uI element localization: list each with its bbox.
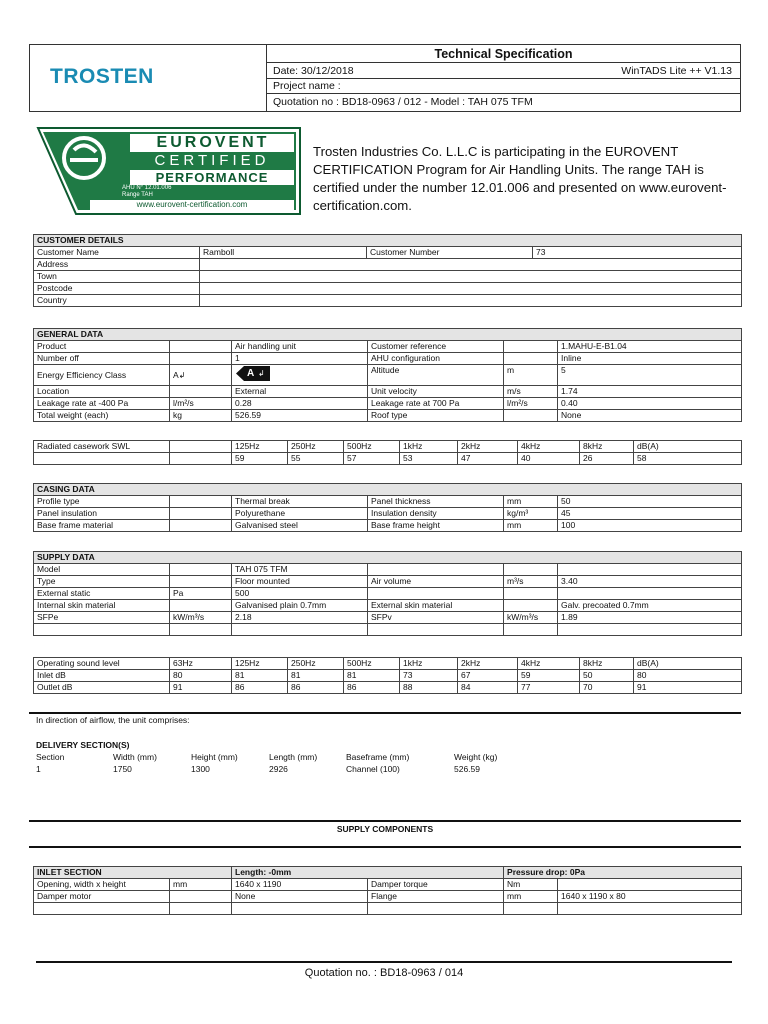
delivery-col-height: Height (mm) [191,752,238,762]
cell [170,496,232,508]
cell: 50 [580,670,634,682]
delivery-section-no: 1 [36,764,41,774]
cell: 1640 x 1190 x 80 [558,891,742,903]
energy-class-cell [170,365,232,386]
cell [200,271,742,283]
cell [558,588,742,600]
cell: 59 [518,670,580,682]
cell: 1 [232,353,368,365]
cell: m/s [504,386,558,398]
cell: 55 [288,453,344,465]
supply-components-heading: SUPPLY COMPONENTS [336,824,434,834]
cell: Air volume [368,576,504,588]
cell [170,441,232,453]
cell: Damper torque [368,879,504,891]
delivery-baseframe: Channel (100) [346,764,400,774]
cell [34,624,170,636]
cell: 500Hz [344,441,400,453]
cell: 0.28 [232,398,368,410]
brand-name: TROSTEN [50,65,154,88]
cell: 50 [558,496,742,508]
cell: Profile type [34,496,170,508]
inlet-length: Length: -0mm [232,867,504,879]
cell: None [558,410,742,422]
cell: 5 [558,365,742,386]
cell [170,624,232,636]
cell: Air handling unit [232,341,368,353]
certification-statement: Trosten Industries Co. L.L.C is participating in the EUROVENT CERTIFICATION Program for Air Handling Units. The range TAH is certified under the number 12.01.006 and presented on www.eurovent-certification.com. [313,144,727,213]
cell: Town [34,271,200,283]
cell: 86 [288,682,344,694]
cell: Opening, width x height [34,879,170,891]
divider [29,820,741,822]
delivery-col-weight: Weight (kg) [454,752,498,762]
software-version: WinTADS Lite ++ V1.13 [621,65,732,77]
delivery-col-baseframe: Baseframe (mm) [346,752,410,762]
cell: 2kHz [458,441,518,453]
cell: mm [504,496,558,508]
cell: Number off [34,353,170,365]
cell: TAH 075 TFM [232,564,368,576]
cell: Nm [504,879,558,891]
cell: 81 [232,670,288,682]
cell: Type [34,576,170,588]
eurovent-certified-logo [36,126,302,216]
cell: 500 [232,588,368,600]
cell: Radiated casework SWL [34,441,170,453]
cell: 4kHz [518,441,580,453]
cell: 500Hz [344,658,400,670]
cell: 3.40 [558,576,742,588]
cell: 0.40 [558,398,742,410]
energy-arrow-icon: ↲ [178,370,186,380]
supply-data-table [33,551,742,636]
cell [504,410,558,422]
cell: 81 [288,670,344,682]
cell: Galv. precoated 0.7mm [558,600,742,612]
cell: mm [170,879,232,891]
cell: 91 [634,682,742,694]
cell: 250Hz [288,658,344,670]
cell: 80 [170,670,232,682]
cell [170,564,232,576]
cell: kg/m³ [504,508,558,520]
cell: l/m²/s [170,398,232,410]
cell: Insulation density [368,508,504,520]
cell: 58 [634,453,742,465]
customer-name: Ramboll [200,247,367,259]
cell [504,903,558,915]
section-heading: GENERAL DATA [34,329,742,341]
delivery-col-section: Section [36,752,65,762]
cell: 125Hz [232,441,288,453]
cell: Model [34,564,170,576]
cell: Customer Name [34,247,200,259]
cell [170,353,232,365]
cell: External static [34,588,170,600]
radiated-swl-table [33,440,742,465]
cell: 8kHz [580,658,634,670]
cell [504,341,558,353]
energy-badge-cell [232,365,368,386]
cell: Panel insulation [34,508,170,520]
cell: 1.MAHU-E-B1.04 [558,341,742,353]
customer-details-table [33,234,742,307]
cell: Unit velocity [368,386,504,398]
cell [170,520,232,532]
cell: 1.89 [558,612,742,624]
cell [170,891,232,903]
cell: Internal skin material [34,600,170,612]
eurovent-word: EUROVENT [156,134,270,151]
cell [504,624,558,636]
cell: 1kHz [400,658,458,670]
cell [504,588,558,600]
cell: 67 [458,670,518,682]
header-info [267,45,740,111]
general-data-table [33,328,742,422]
cell [558,879,742,891]
cell: 250Hz [288,441,344,453]
cell: Customer reference [368,341,504,353]
inlet-pressure-drop: Pressure drop: 0Pa [504,867,742,879]
casing-data-table [33,483,742,532]
delivery-col-width: Width (mm) [113,752,157,762]
cell [170,903,232,915]
cell [170,341,232,353]
cell: Pa [170,588,232,600]
cell: 1.74 [558,386,742,398]
inlet-section-table [33,866,742,915]
range-label: Range TAH [122,192,153,198]
operating-sound-table [33,657,742,694]
cell: Country [34,295,200,307]
cell [368,564,504,576]
cell: SFPe [34,612,170,624]
cell: Operating sound level [34,658,170,670]
date-row [267,63,740,79]
cell: Base frame height [368,520,504,532]
performance-word: PERFORMANCE [155,170,269,185]
cell: Thermal break [232,496,368,508]
cell: 73 [400,670,458,682]
footer-quotation: Quotation no. : BD18-0963 / 014 [304,967,464,979]
cell: 59 [232,453,288,465]
cell: 4kHz [518,658,580,670]
cell: Product [34,341,170,353]
cell: 70 [580,682,634,694]
cell: l/m²/s [504,398,558,410]
section-heading: CUSTOMER DETAILS [34,235,742,247]
cell: 81 [344,670,400,682]
cell: Total weight (each) [34,410,170,422]
date-text: Date: 30/12/2018 [273,65,354,77]
cell [170,576,232,588]
cell [504,353,558,365]
cell: 1kHz [400,441,458,453]
cell [558,903,742,915]
cell: Floor mounted [232,576,368,588]
cell [368,624,504,636]
cell: dB(A) [634,441,742,453]
divider [29,846,741,848]
cell: 57 [344,453,400,465]
cell [200,295,742,307]
cell [170,453,232,465]
cell [558,564,742,576]
cell: dB(A) [634,658,742,670]
cell [368,588,504,600]
customer-number: 73 [533,247,742,259]
cell: Inlet dB [34,670,170,682]
delivery-heading: DELIVERY SECTION(S) [36,740,130,750]
cell [170,386,232,398]
cell: 125Hz [232,658,288,670]
cell: Postcode [34,283,200,295]
delivery-width: 1750 [113,764,132,774]
cell: External skin material [368,600,504,612]
cell [170,600,232,612]
delivery-length: 2926 [269,764,288,774]
cell: kg [170,410,232,422]
cell: Address [34,259,200,271]
cell: 40 [518,453,580,465]
cell: kW/m³/s [170,612,232,624]
delivery-height: 1300 [191,764,210,774]
energy-badge-icon [236,366,270,381]
cell: Customer Number [367,247,533,259]
cell: Damper motor [34,891,170,903]
cell: 63Hz [170,658,232,670]
section-heading: CASING DATA [34,484,742,496]
cell: 91 [170,682,232,694]
cell [200,259,742,271]
project-name: Project name : [267,79,740,94]
section-heading: INLET SECTION [34,867,232,879]
cell: mm [504,520,558,532]
cell: Outlet dB [34,682,170,694]
cell [34,453,170,465]
cell: 86 [344,682,400,694]
cell: AHU configuration [368,353,504,365]
cell: Energy Efficiency Class [34,365,170,386]
cell [232,903,368,915]
cell: 84 [458,682,518,694]
cell: 80 [634,670,742,682]
energy-badge-letter: A [247,368,255,379]
cell: kW/m³/s [504,612,558,624]
cell: 47 [458,453,518,465]
cell [232,624,368,636]
cell [558,624,742,636]
delivery-col-length: Length (mm) [269,752,318,762]
cell: Altitude [368,365,504,386]
cell: 2kHz [458,658,518,670]
cell: Inline [558,353,742,365]
cell: Flange [368,891,504,903]
cell [170,508,232,520]
cell: Panel thickness [368,496,504,508]
cell [34,903,170,915]
cell: 1640 x 1190 [232,879,368,891]
cell [368,903,504,915]
cell: Polyurethane [232,508,368,520]
cell [504,600,558,612]
cell: 100 [558,520,742,532]
cell: m³/s [504,576,558,588]
cell: 526.59 [232,410,368,422]
cell: 2.18 [232,612,368,624]
cell: Galvanised plain 0.7mm [232,600,368,612]
cell: Leakage rate at 700 Pa [368,398,504,410]
energy-badge-arrow-icon: ↲ [258,369,265,378]
cell: 8kHz [580,441,634,453]
cell: None [232,891,368,903]
trosten-logo [30,45,267,111]
cell: m [504,365,558,386]
certified-word: CERTIFIED [154,152,270,169]
page-title: Technical Specification [267,45,740,63]
cell: Location [34,386,170,398]
delivery-weight: 526.59 [454,764,480,774]
cell: 88 [400,682,458,694]
cell: mm [504,891,558,903]
section-heading: SUPPLY DATA [34,552,742,564]
cell: Roof type [368,410,504,422]
cell: External [232,386,368,398]
cell: Galvanised steel [232,520,368,532]
document-header [29,44,741,112]
cell: 77 [518,682,580,694]
ahu-number: AHU N° 12.01.006 [122,185,172,191]
cell [504,564,558,576]
cell [200,283,742,295]
cell: 45 [558,508,742,520]
divider [29,712,741,714]
cell: 26 [580,453,634,465]
quotation-model: Quotation no : BD18-0963 / 012 - Model : TAH 075 TFM [273,96,533,108]
cell: 86 [232,682,288,694]
cell: SFPv [368,612,504,624]
energy-class-letter: A [173,369,179,380]
cell: Leakage rate at -400 Pa [34,398,170,410]
airflow-note: In direction of airflow, the unit comprises: [36,715,190,725]
cell: Base frame material [34,520,170,532]
eurovent-url: www.eurovent-certification.com [136,200,248,209]
cell: 53 [400,453,458,465]
footer-divider [36,961,732,963]
